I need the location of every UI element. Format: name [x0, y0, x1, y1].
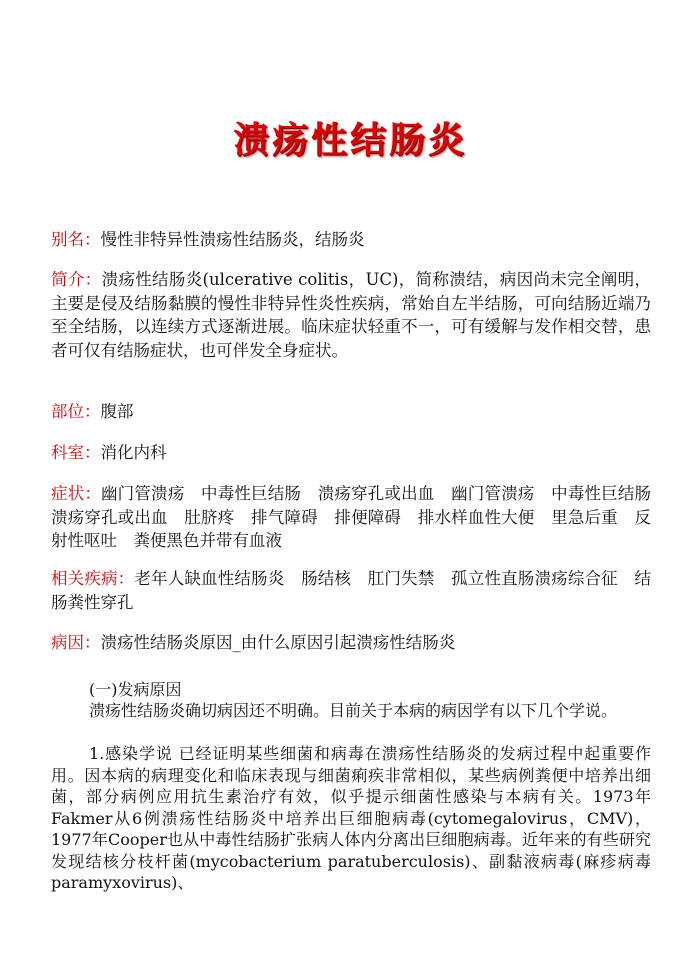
page-title: 溃疡性结肠炎	[232, 120, 467, 161]
cause-subheading: (一)发病原因	[89, 680, 182, 699]
site-section	[51, 400, 651, 424]
cause-label: 病因：	[51, 633, 101, 652]
intro-section	[51, 268, 651, 362]
symptoms-section	[51, 482, 668, 553]
cause-section	[51, 631, 651, 655]
site-label: 部位：	[51, 402, 101, 421]
cause-paragraph-1: 溃疡性结肠炎确切病因还不明确。目前关于本病的病因学有以下几个学说。	[89, 701, 618, 720]
department-section	[51, 441, 651, 465]
alias-label: 别名：	[51, 230, 101, 249]
department-text: 消化内科	[100, 443, 167, 462]
alias-text: 慢性非特异性溃疡性结肠炎，结肠炎	[100, 230, 365, 249]
related-diseases-text: 老年人缺血性结肠炎 肠结核 肛门失禁 孤立性直肠溃疡综合征 结肠粪性穿孔	[51, 569, 652, 612]
cause-paragraph-2: 1.感染学说 已经证明某些细菌和病毒在溃疡性结肠炎的发病过程中起重要作用。因本病的病理变化和临床表现与细菌痢疾非常相似，某些病例粪便中培养出细菌，部分病例应用抗生素治疗有效，似乎提示细菌性感染与本病有关。1973年Fakmer从6例溃疡性结肠炎中培养出巨细胞病毒(cytomegalovirus，CMV)，1977年Cooper也从中毒性结肠扩张病人体内分离出巨细胞病毒。近年来的有些研究发现结核分枝杆菌(mycobacterium paratuberculosis)、副黏液病毒(麻疹病毒paramyxovirus)、	[51, 744, 651, 892]
symptoms-label: 症状：	[51, 484, 102, 503]
related-diseases-section	[51, 567, 651, 614]
cause-text: 溃疡性结肠炎原因_由什么原因引起溃疡性结肠炎	[100, 633, 456, 652]
symptoms-text: 幽门管溃疡 中毒性巨结肠 溃疡穿孔或出血 幽门管溃疡 中毒性巨结肠 溃疡穿孔或出血 肚脐疼 排气障碍 排便障碍 排水样血性大便 里急后重 反射性呕吐 粪便黑色并带有血液	[51, 484, 668, 550]
alias-section	[51, 228, 651, 252]
related-diseases-label: 相关疾病：	[51, 569, 135, 588]
site-text: 腹部	[100, 402, 134, 421]
department-label: 科室：	[51, 443, 101, 462]
intro-label: 简介：	[51, 270, 102, 289]
intro-text: 溃疡性结肠炎(ulcerative colitis，UC)，简称溃结，病因尚未完全阐明，主要是侵及结肠黏膜的慢性非特异性炎性疾病，常始自左半结肠，可向结肠近端乃至全结肠，以连续方式逐渐进展。临床症状轻重不一，可有缓解与发作相交替，患者可仅有结肠症状，也可伴发全身症状。	[51, 270, 651, 360]
